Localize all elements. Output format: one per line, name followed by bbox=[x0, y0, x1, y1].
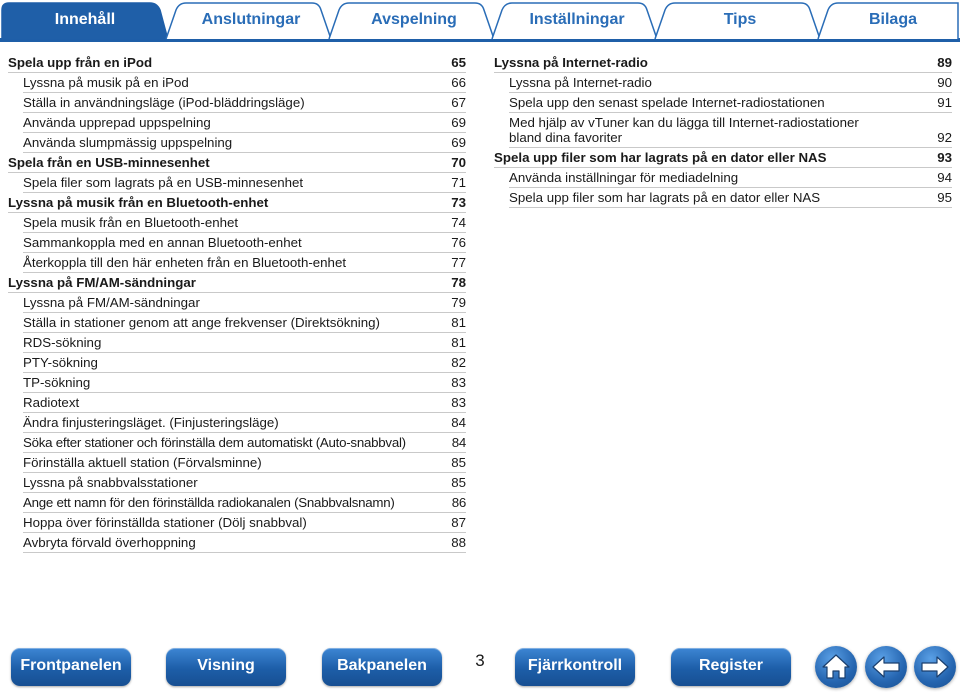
back-button[interactable] bbox=[865, 646, 907, 688]
toc-page: 83 bbox=[451, 375, 466, 390]
toc-text: Använda upprepad uppspelning bbox=[23, 115, 211, 130]
toc-text: Spela upp den senast spelade Internet-radiostationen bbox=[509, 95, 825, 110]
toc-page: 81 bbox=[451, 315, 466, 330]
toc-page: 69 bbox=[451, 115, 466, 130]
toc-left-column bbox=[8, 53, 466, 553]
toc-text: Söka efter stationer och förinställa dem automatiskt (Auto-snabbval) bbox=[23, 435, 406, 450]
toc-text: Sammankoppla med en annan Bluetooth-enhet bbox=[23, 235, 302, 250]
toc-text: Spela musik från en Bluetooth-enhet bbox=[23, 215, 239, 230]
toc-text: Lyssna på Internet-radio bbox=[494, 55, 648, 70]
toc-page: 94 bbox=[937, 170, 952, 185]
toc-entry[interactable] bbox=[23, 393, 466, 413]
toc-entry[interactable] bbox=[23, 313, 466, 333]
toc-text: Ändra finjusteringsläget. (Finjusteringsläge) bbox=[23, 415, 279, 430]
fjarrkontroll-button[interactable]: Fjärrkontroll bbox=[515, 648, 635, 686]
toc-text: Lyssna på FM/AM-sändningar bbox=[8, 275, 196, 290]
toc-entry[interactable] bbox=[509, 168, 952, 188]
toc-page: 84 bbox=[451, 415, 466, 430]
toc-entry[interactable] bbox=[23, 93, 466, 113]
toc-entry[interactable] bbox=[23, 353, 466, 373]
toc-text: RDS-sökning bbox=[23, 335, 102, 350]
toc-page: 89 bbox=[937, 55, 952, 70]
toc-text: Använda inställningar för mediadelning bbox=[509, 170, 739, 185]
toc-text: Avbryta förvald överhoppning bbox=[23, 535, 196, 550]
register-button[interactable]: Register bbox=[671, 648, 791, 686]
toc-page: 90 bbox=[937, 75, 952, 90]
toc-text: Ställa in användningsläge (iPod-bläddringsläge) bbox=[23, 95, 305, 110]
toc-text: Spela upp filer som har lagrats på en dator eller NAS bbox=[494, 150, 827, 165]
toc-entry[interactable] bbox=[509, 113, 952, 148]
toc-text: Radiotext bbox=[23, 395, 80, 410]
toc-entry[interactable] bbox=[23, 473, 466, 493]
toc-page: 84 bbox=[451, 435, 466, 450]
toc-text: Spela filer som lagrats på en USB-minnesenhet bbox=[23, 175, 304, 190]
toc-text: Spela upp filer som har lagrats på en dator eller NAS bbox=[509, 190, 821, 205]
toc-entry[interactable] bbox=[23, 173, 466, 193]
tab-bar bbox=[0, 0, 960, 44]
toc-page: 70 bbox=[451, 155, 466, 170]
toc-page: 88 bbox=[451, 535, 466, 550]
toc-text: PTY-sökning bbox=[23, 355, 98, 370]
toc-heading[interactable] bbox=[8, 273, 466, 293]
toc-page: 85 bbox=[451, 455, 466, 470]
toc-page: 86 bbox=[451, 495, 466, 510]
toc-text: Lyssna på musik från en Bluetooth-enhet bbox=[8, 195, 269, 210]
toc-text: Ange ett namn för den förinställda radiokanalen (Snabbvalsnamn) bbox=[23, 495, 395, 510]
toc-text: Återkoppla till den här enheten från en Bluetooth-enhet bbox=[23, 255, 347, 270]
tab-anslutningar[interactable]: Anslutningar bbox=[201, 11, 301, 28]
toc-entry[interactable] bbox=[509, 73, 952, 93]
toc-text-line-2: bland dina favoriter bbox=[509, 130, 623, 145]
toc-entry[interactable] bbox=[23, 133, 466, 153]
toc-page: 78 bbox=[451, 275, 466, 290]
toc-page: 81 bbox=[451, 335, 466, 350]
toc-entry[interactable] bbox=[509, 93, 952, 113]
toc-page: 69 bbox=[451, 135, 466, 150]
toc-heading[interactable] bbox=[8, 193, 466, 213]
toc-entry[interactable] bbox=[23, 213, 466, 233]
tab-installningar[interactable]: Inställningar bbox=[529, 11, 625, 28]
bakpanelen-button[interactable]: Bakpanelen bbox=[322, 648, 442, 686]
toc-heading[interactable] bbox=[494, 148, 952, 168]
toc-entry[interactable] bbox=[23, 513, 466, 533]
toc-page: 79 bbox=[451, 295, 466, 310]
toc-page: 92 bbox=[937, 130, 952, 145]
toc-right-column bbox=[494, 53, 952, 208]
forward-button[interactable] bbox=[914, 646, 956, 688]
toc-heading[interactable] bbox=[8, 53, 466, 73]
toc-text-two-line bbox=[509, 115, 922, 145]
toc-page: 91 bbox=[937, 95, 952, 110]
home-icon bbox=[815, 646, 857, 688]
toc-page: 95 bbox=[937, 190, 952, 205]
toc-page: 71 bbox=[451, 175, 466, 190]
toc-page: 76 bbox=[451, 235, 466, 250]
toc-text: Spela från en USB-minnesenhet bbox=[8, 155, 210, 170]
toc-text: Förinställa aktuell station (Förvalsminne) bbox=[23, 455, 262, 470]
toc-entry[interactable] bbox=[23, 253, 466, 273]
toc-page: 93 bbox=[937, 150, 952, 165]
toc-text: Lyssna på FM/AM-sändningar bbox=[23, 295, 200, 310]
tab-bilaga[interactable]: Bilaga bbox=[868, 11, 917, 28]
tab-innehall[interactable]: Innehåll bbox=[54, 11, 116, 28]
frontpanelen-button[interactable]: Frontpanelen bbox=[11, 648, 131, 686]
toc-page: 74 bbox=[451, 215, 466, 230]
toc-text: Hoppa över förinställda stationer (Dölj snabbval) bbox=[23, 515, 307, 530]
tab-tips[interactable]: Tips bbox=[723, 11, 757, 28]
arrow-left-icon bbox=[865, 646, 907, 688]
toc-entry[interactable] bbox=[23, 373, 466, 393]
toc-entry[interactable] bbox=[23, 73, 466, 93]
toc-page: 85 bbox=[451, 475, 466, 490]
toc-entry[interactable] bbox=[23, 113, 466, 133]
toc-entry[interactable] bbox=[23, 533, 466, 553]
toc-text: Spela upp från en iPod bbox=[8, 55, 153, 70]
toc-entry[interactable] bbox=[23, 233, 466, 253]
toc-heading[interactable] bbox=[494, 53, 952, 73]
toc-page: 65 bbox=[451, 55, 466, 70]
arrow-right-icon bbox=[914, 646, 956, 688]
toc-text-line-1: Med hjälp av vTuner kan du lägga till Internet-radiostationer bbox=[509, 115, 859, 130]
toc-entry[interactable] bbox=[23, 293, 466, 313]
toc-text: TP-sökning bbox=[23, 375, 91, 390]
toc-text: Lyssna på musik på en iPod bbox=[23, 75, 189, 90]
tab-avspelning[interactable]: Avspelning bbox=[371, 11, 457, 28]
toc-page: 73 bbox=[451, 195, 466, 210]
page-number: 3 bbox=[475, 651, 485, 670]
toc-entry[interactable] bbox=[509, 188, 952, 208]
toc-page: 82 bbox=[451, 355, 466, 370]
toc-text: Lyssna på snabbvalsstationer bbox=[23, 475, 198, 490]
toc-entry[interactable] bbox=[23, 333, 466, 353]
toc-entry[interactable] bbox=[23, 413, 466, 433]
toc-entry[interactable] bbox=[23, 453, 466, 473]
toc-page: 83 bbox=[451, 395, 466, 410]
toc-page: 67 bbox=[451, 95, 466, 110]
toc-page: 87 bbox=[451, 515, 466, 530]
toc-page: 66 bbox=[451, 75, 466, 90]
toc-text: Lyssna på Internet-radio bbox=[509, 75, 652, 90]
toc-entry[interactable] bbox=[23, 433, 466, 453]
home-button[interactable] bbox=[815, 646, 857, 688]
toc-entry[interactable] bbox=[23, 493, 466, 513]
toc-text: Använda slumpmässig uppspelning bbox=[23, 135, 233, 150]
toc-text: Ställa in stationer genom att ange frekvenser (Direktsökning) bbox=[23, 315, 380, 330]
visning-button[interactable]: Visning bbox=[166, 648, 286, 686]
toc-heading[interactable] bbox=[8, 153, 466, 173]
toc-page: 77 bbox=[451, 255, 466, 270]
